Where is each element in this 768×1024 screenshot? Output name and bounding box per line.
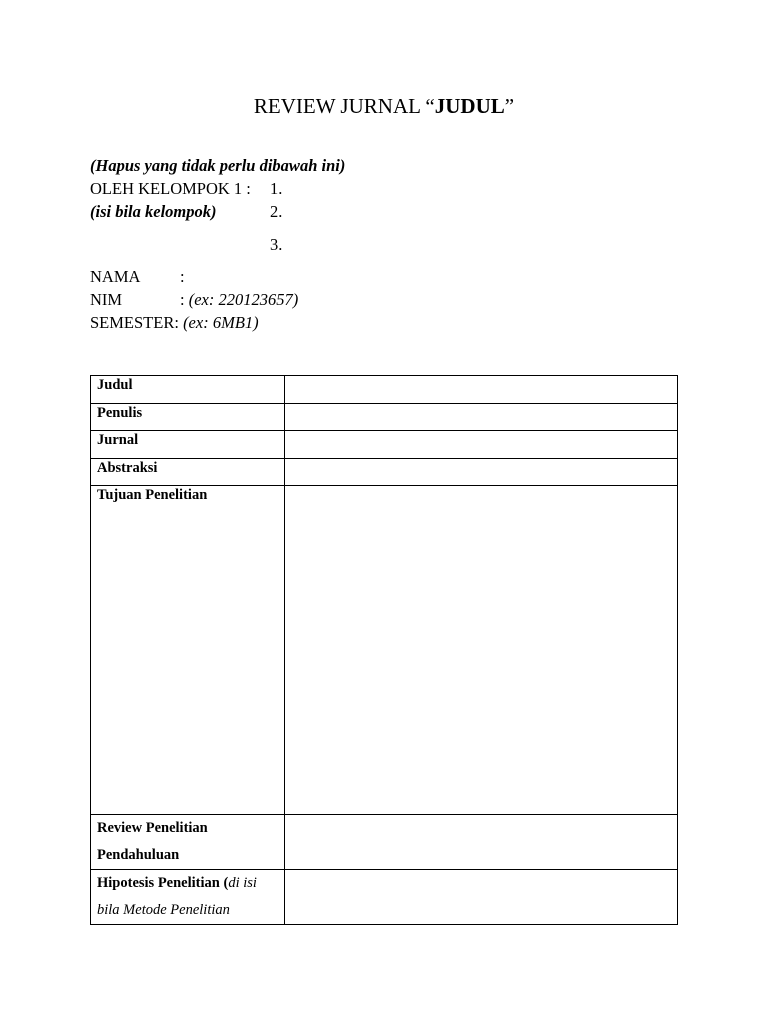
group-member-1: 1. bbox=[270, 179, 283, 198]
review-table bbox=[90, 375, 678, 925]
nim-colon: : bbox=[180, 290, 185, 309]
row-value-judul[interactable] bbox=[285, 376, 678, 404]
row-value-review-pendahuluan[interactable] bbox=[285, 815, 678, 870]
row-label-hipotesis bbox=[91, 870, 285, 925]
group-label: OLEH KELOMPOK 1 : bbox=[90, 179, 251, 198]
table-row-jurnal bbox=[91, 431, 678, 459]
group-member-3: 3. bbox=[270, 235, 283, 254]
table-row-abstraksi bbox=[91, 459, 678, 486]
nim-label: NIM bbox=[90, 290, 123, 309]
hipotesis-italic-line2: bila Metode Penelitian bbox=[97, 902, 230, 918]
row-label-review-line1: Review Penelitian bbox=[97, 820, 208, 836]
row-label-tujuan: Tujuan Penelitian bbox=[91, 486, 285, 815]
row-value-jurnal[interactable] bbox=[285, 431, 678, 459]
nim-example: (ex: 220123657) bbox=[188, 290, 299, 309]
semester-label: SEMESTER: bbox=[90, 313, 179, 332]
nim-value bbox=[180, 290, 298, 310]
row-value-tujuan[interactable] bbox=[285, 486, 678, 815]
row-label-jurnal: Jurnal bbox=[91, 431, 285, 459]
row-label-judul: Judul bbox=[91, 376, 285, 404]
table-row-tujuan bbox=[91, 486, 678, 815]
instruction-note: (Hapus yang tidak perlu dibawah ini) bbox=[90, 156, 346, 175]
row-label-penulis: Penulis bbox=[91, 404, 285, 431]
row-value-abstraksi[interactable] bbox=[285, 459, 678, 486]
hipotesis-bold-text: Hipotesis Penelitian ( bbox=[97, 875, 229, 891]
row-label-hipotesis-line2 bbox=[97, 897, 278, 924]
row-label-hipotesis-line1 bbox=[97, 870, 278, 897]
title-suffix: ” bbox=[504, 94, 515, 118]
hipotesis-italic-text: di isi bbox=[228, 875, 257, 891]
nama-colon: : bbox=[180, 267, 185, 286]
group-member-2: 2. bbox=[270, 202, 283, 221]
semester-example: (ex: 6MB1) bbox=[183, 313, 259, 332]
table-row-judul bbox=[91, 376, 678, 404]
title-bold: JUDUL bbox=[434, 94, 505, 118]
table-row-hipotesis bbox=[91, 870, 678, 925]
title-prefix: REVIEW JURNAL “ bbox=[253, 94, 435, 118]
group-sublabel: (isi bila kelompok) bbox=[90, 202, 217, 221]
document-title bbox=[0, 94, 768, 119]
row-value-hipotesis[interactable] bbox=[285, 870, 678, 925]
table-row-penulis bbox=[91, 404, 678, 431]
semester-row bbox=[90, 313, 259, 333]
row-label-review-line2: Pendahuluan bbox=[97, 847, 180, 863]
row-label-review-pendahuluan bbox=[91, 815, 285, 870]
table-row-review-pendahuluan bbox=[91, 815, 678, 870]
row-label-abstraksi: Abstraksi bbox=[91, 459, 285, 486]
row-value-penulis[interactable] bbox=[285, 404, 678, 431]
nama-label: NAMA bbox=[90, 267, 141, 286]
